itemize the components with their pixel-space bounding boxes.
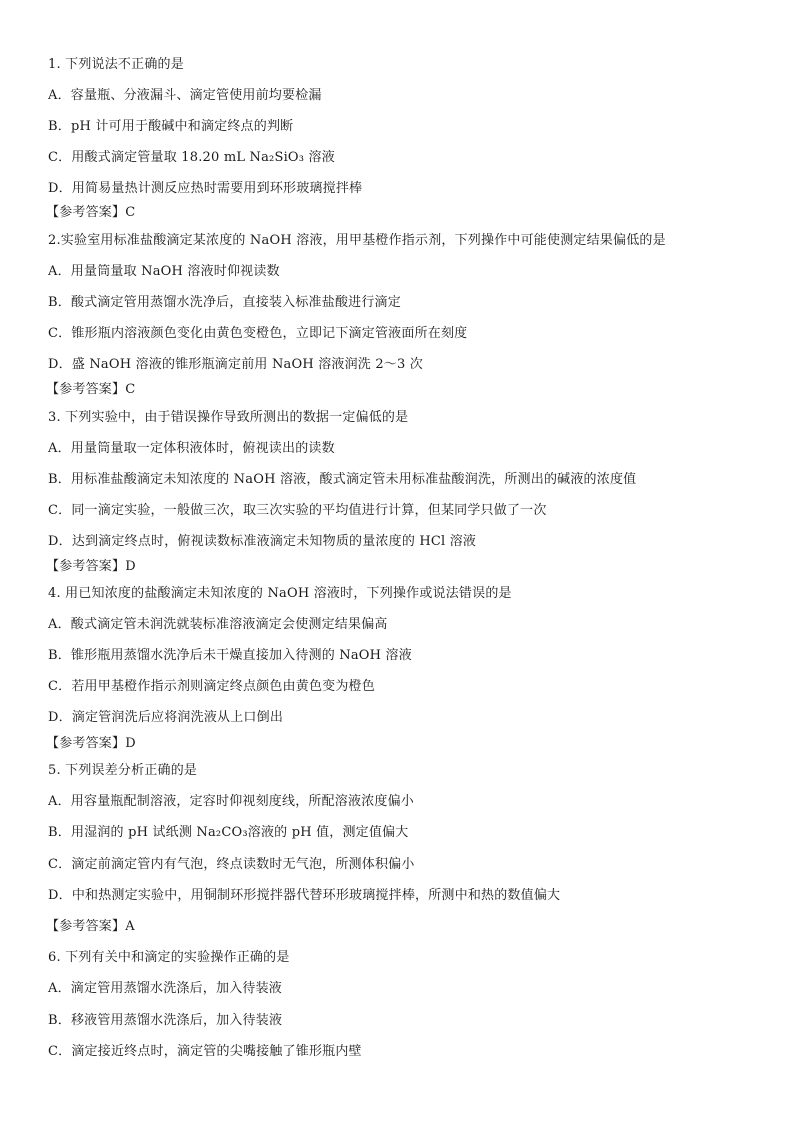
question-4-stem: 4. 用已知浓度的盐酸滴定未知浓度的 NaOH 溶液时，下列操作或说法错误的是 (48, 586, 512, 601)
question-2-option-b: B．酸式滴定管用蒸馏水洗净后，直接装入标准盐酸进行滴定 (48, 295, 401, 310)
question-1-stem: 1. 下列说法不正确的是 (48, 57, 184, 72)
question-2-option-a: A．用量筒量取 NaOH 溶液时仰视读数 (48, 264, 280, 279)
question-6-stem: 6. 下列有关中和滴定的实验操作正确的是 (48, 950, 290, 965)
question-5-option-b: B．用湿润的 pH 试纸测 Na₂CO₃溶液的 pH 值，测定值偏大 (48, 825, 409, 840)
question-3-option-a: A．用量筒量取一定体积液体时，俯视读出的读数 (48, 441, 335, 456)
question-3-option-b: B．用标准盐酸滴定未知浓度的 NaOH 溶液，酸式滴定管未用标准盐酸润洗，所测出的碱液的浓度值 (48, 472, 637, 487)
question-6-option-b: B．移液管用蒸馏水洗涤后，加入待装液 (48, 1013, 283, 1028)
question-3-option-d: D．达到滴定终点时，俯视读数标准液滴定未知物质的量浓度的 HCl 溶液 (48, 534, 477, 549)
question-3-answer: 【参考答案】D (46, 559, 136, 574)
question-4-answer: 【参考答案】D (46, 736, 136, 751)
question-5-option-d: D．中和热测定实验中，用铜制环形搅拌器代替环形玻璃搅拌棒，所测中和热的数值偏大 (48, 888, 561, 903)
question-4-option-b: B．锥形瓶用蒸馏水洗净后未干燥直接加入待测的 NaOH 溶液 (48, 648, 412, 663)
question-5-option-a: A．用容量瓶配制溶液，定容时仰视刻度线，所配溶液浓度偏小 (48, 794, 414, 809)
question-6-option-a: A．滴定管用蒸馏水洗涤后，加入待装液 (48, 981, 282, 996)
question-5-answer: 【参考答案】A (46, 919, 135, 934)
question-1-option-d: D．用简易量热计测反应热时需要用到环形玻璃搅拌棒 (48, 181, 363, 196)
question-1-option-a: A．容量瓶、分液漏斗、滴定管使用前均要检漏 (48, 88, 322, 103)
question-1-answer: 【参考答案】C (46, 205, 136, 220)
question-2-stem: 2.实验室用标准盐酸滴定某浓度的 NaOH 溶液，用甲基橙作指示剂，下列操作中可能使测定结果偏低的是 (48, 233, 666, 248)
question-3-stem: 3. 下列实验中，由于错误操作导致所测出的数据一定偏低的是 (48, 410, 409, 425)
question-6-option-c: C．滴定接近终点时，滴定管的尖嘴接触了锥形瓶内壁 (48, 1044, 362, 1059)
question-4-option-d: D．滴定管润洗后应将润洗液从上口倒出 (48, 710, 284, 725)
question-2-option-d: D．盛 NaOH 溶液的锥形瓶滴定前用 NaOH 溶液润洗 2～3 次 (48, 357, 423, 372)
question-2-option-c: C．锥形瓶内溶液颜色变化由黄色变橙色，立即记下滴定管液面所在刻度 (48, 326, 468, 341)
question-5-option-c: C．滴定前滴定管内有气泡，终点读数时无气泡，所测体积偏小 (48, 857, 415, 872)
question-1-option-c: C．用酸式滴定管量取 18.20 mL Na₂SiO₃ 溶液 (48, 150, 335, 165)
question-4-option-c: C．若用甲基橙作指示剂则滴定终点颜色由黄色变为橙色 (48, 679, 375, 694)
question-1-option-b: B．pH 计可用于酸碱中和滴定终点的判断 (48, 119, 294, 134)
question-2-answer: 【参考答案】C (46, 382, 136, 397)
question-4-option-a: A．酸式滴定管未润洗就装标准溶液滴定会使测定结果偏高 (48, 617, 388, 632)
question-5-stem: 5. 下列误差分析正确的是 (48, 763, 198, 778)
question-3-option-c: C．同一滴定实验，一般做三次，取三次实验的平均值进行计算，但某同学只做了一次 (48, 503, 547, 518)
